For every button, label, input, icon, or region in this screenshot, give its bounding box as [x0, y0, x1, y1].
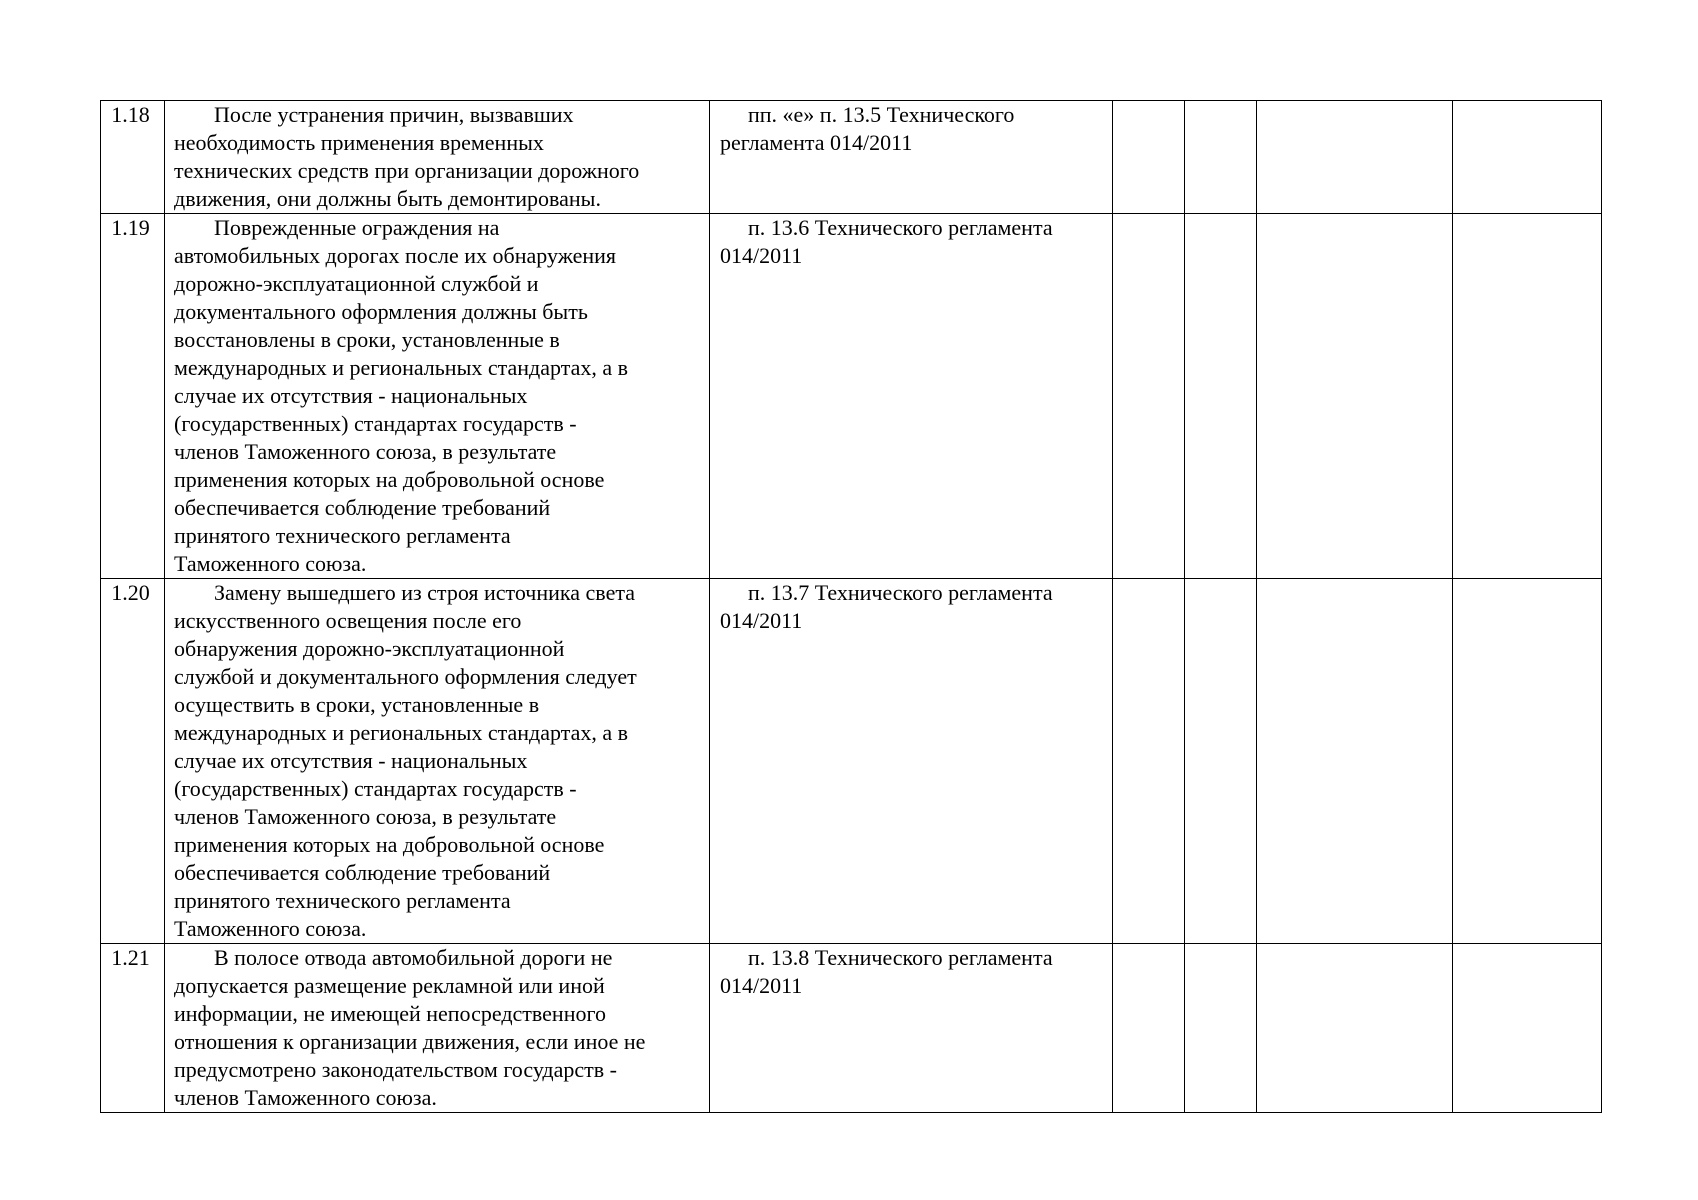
empty-cell	[1185, 101, 1257, 214]
empty-cell	[1185, 944, 1257, 1113]
empty-cell	[1453, 101, 1602, 214]
empty-cell	[1453, 579, 1602, 944]
requirement-cell	[165, 214, 710, 579]
table-row	[101, 579, 1602, 944]
requirement-cell	[165, 579, 710, 944]
reference-text: п. 13.8 Технического регламента 014/2011	[720, 945, 1053, 998]
reference-cell	[710, 101, 1113, 214]
requirement-text: После устранения причин, вызвавших необходимость применения временных технических средств при организации дорожного движения, они должны быть демонтированы.	[174, 102, 640, 211]
empty-cell	[1453, 944, 1602, 1113]
table-row	[101, 101, 1602, 214]
checklist-table	[100, 100, 1602, 1113]
empty-cell	[1113, 214, 1185, 579]
requirement-cell	[165, 101, 710, 214]
requirement-text: Замену вышедшего из строя источника света искусственного освещения после его обнаружения дорожно-эксплуатационной службой и документального оформления следует осуществить в сроки, установленные в международных и региональных стандартах, а в случае их отсутствия - национальных (государственных) стандартах государств - членов Таможенного союза, в результате применения которых на добровольной основе обеспечивается соблюдение требований принятого технического регламента Таможенного союза.	[174, 580, 637, 941]
empty-cell	[1185, 214, 1257, 579]
requirement-text: В полосе отвода автомобильной дороги не допускается размещение рекламной или иной информации, не имеющей непосредственного отношения к организации движения, если иное не предусмотрено законодательством государств - членов Таможенного союза.	[174, 945, 646, 1110]
empty-cell	[1257, 101, 1453, 214]
row-number: 1.20	[101, 579, 165, 944]
empty-cell	[1113, 101, 1185, 214]
empty-cell	[1113, 579, 1185, 944]
empty-cell	[1257, 214, 1453, 579]
reference-cell	[710, 944, 1113, 1113]
reference-text: пп. «е» п. 13.5 Технического регламента 014/2011	[720, 102, 1015, 155]
reference-cell	[710, 214, 1113, 579]
requirement-cell	[165, 944, 710, 1113]
requirement-text: Поврежденные ограждения на автомобильных дорогах после их обнаружения дорожно-эксплуатационной службой и документального оформления должны быть восстановлены в сроки, установленные в международных и региональных стандартах, а в случае их отсутствия - национальных (государственных) стандартах государств - членов Таможенного союза, в результате применения которых на добровольной основе обеспечивается соблюдение требований принятого технического регламента Таможенного союза.	[174, 215, 629, 576]
table-row	[101, 214, 1602, 579]
table-row	[101, 944, 1602, 1113]
row-number: 1.18	[101, 101, 165, 214]
row-number: 1.21	[101, 944, 165, 1113]
empty-cell	[1453, 214, 1602, 579]
reference-text: п. 13.7 Технического регламента 014/2011	[720, 580, 1053, 633]
empty-cell	[1185, 579, 1257, 944]
row-number: 1.19	[101, 214, 165, 579]
reference-text: п. 13.6 Технического регламента 014/2011	[720, 215, 1053, 268]
reference-cell	[710, 579, 1113, 944]
empty-cell	[1257, 944, 1453, 1113]
empty-cell	[1113, 944, 1185, 1113]
empty-cell	[1257, 579, 1453, 944]
